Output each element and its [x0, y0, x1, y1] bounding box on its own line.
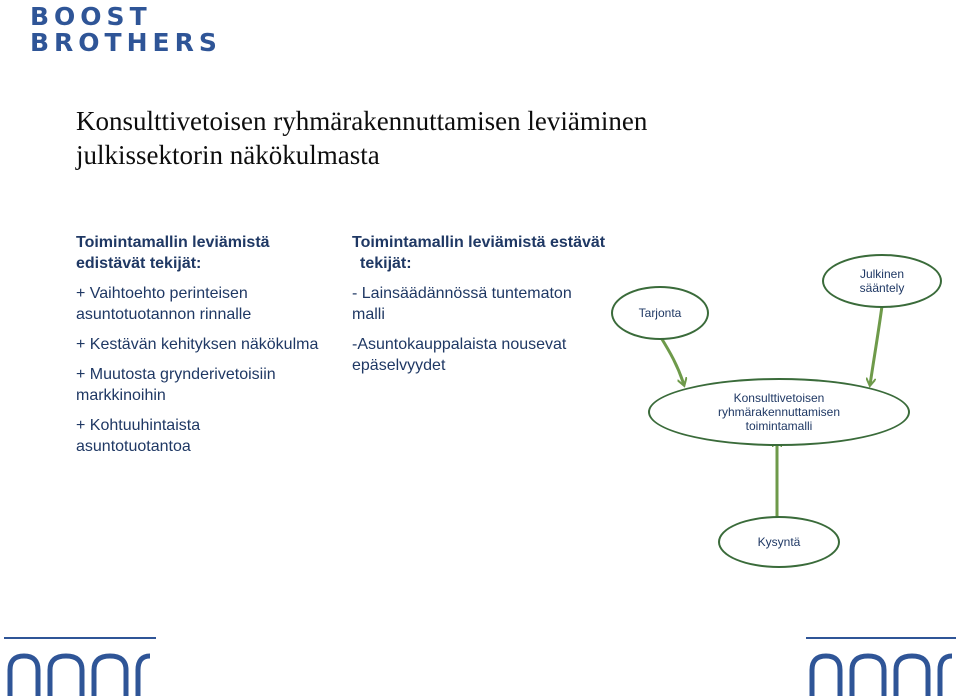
item-line: malli [352, 306, 385, 323]
item-line: + Muutosta grynderivetoisiin [76, 366, 276, 383]
heading-line: Toimintamallin leviämistä estävät [352, 234, 606, 251]
logo-line-1: BOOST [30, 2, 152, 31]
label-line: Konsulttivetoisen [733, 391, 825, 405]
label-line: sääntely [859, 281, 905, 295]
heading-line: Toimintamallin leviämistä [76, 234, 270, 251]
arch-group-left [10, 656, 150, 696]
item-line: + Kestävän kehityksen näkökulma [76, 336, 319, 353]
item-line: markkinoihin [76, 387, 166, 404]
regulation-arrow [870, 306, 882, 385]
supply-label: Tarjonta [638, 306, 682, 320]
item-line: - Lainsäädännössä tuntematon [352, 285, 572, 302]
decorative-arches [0, 630, 959, 696]
regulation-label [860, 267, 905, 295]
title-line-1: Konsulttivetoisen ryhmärakennuttamisen leviäminen [76, 106, 648, 136]
heading-line: edistävät tekijät: [76, 255, 202, 272]
model-label [718, 391, 840, 433]
item-line: + Vaihtoehto perinteisen [76, 285, 248, 302]
logo-line-2: BROTHERS [30, 28, 222, 57]
demand-node [718, 516, 840, 568]
title-line-2: julkissektorin näkökulmasta [76, 140, 380, 170]
item-line: asuntotuotannon rinnalle [76, 306, 252, 323]
item-line: asuntotuotantoa [76, 438, 191, 455]
label-line: toimintamalli [745, 419, 813, 433]
model-node [648, 378, 910, 446]
regulation-node [822, 254, 942, 308]
label-line: ryhmärakennuttamisen [717, 405, 841, 419]
heading-line: tekijät: [360, 255, 412, 272]
supply-node [611, 286, 709, 340]
demand-label: Kysyntä [757, 535, 801, 549]
item-line: -Asuntokauppalaista nousevat [352, 336, 567, 353]
item-line: + Kohtuuhintaista [76, 417, 201, 434]
supply-arrow [660, 336, 684, 385]
arch-group-right [812, 656, 952, 696]
item-line: epäselvyydet [352, 357, 446, 374]
label-line: Julkinen [859, 267, 904, 281]
